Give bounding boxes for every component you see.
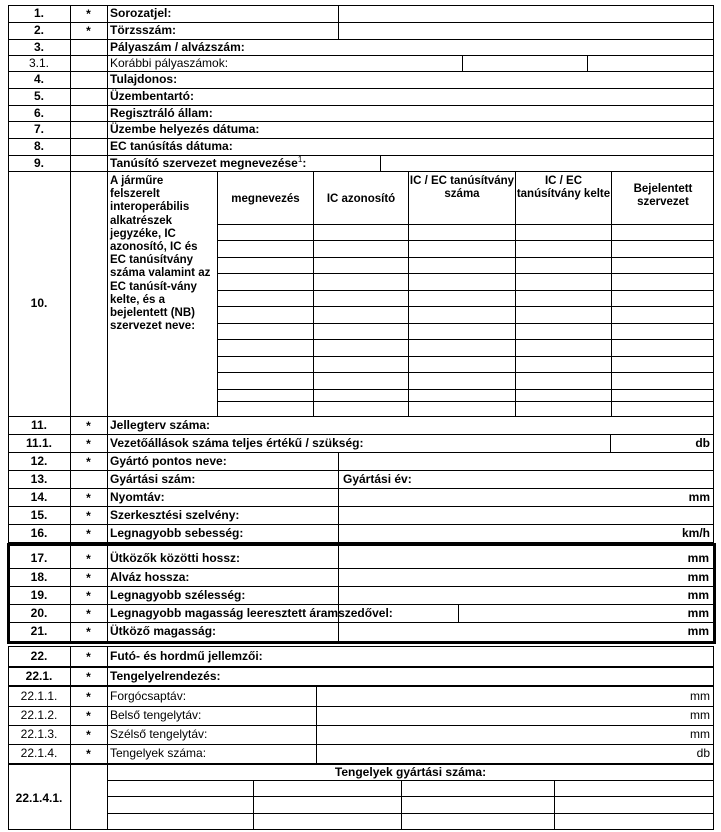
row-2-star: *	[86, 24, 91, 38]
row-22-1-star: *	[86, 670, 91, 684]
row-16-label: Legnagyobb sebesség:	[110, 526, 244, 540]
row-4-number: 4.	[33, 72, 44, 86]
row-22-1-3-number: 22.1.3.	[20, 727, 58, 741]
row-22-1-4-label: Tengelyek száma:	[110, 746, 207, 760]
row-22-label: Futó- és hordmű jellemzői:	[110, 649, 263, 663]
row-3-1-field-a[interactable]	[463, 56, 587, 71]
row-18-label: Alváz hossza:	[110, 570, 190, 584]
axle-serial-title: Tengelyek gyártási száma:	[334, 765, 487, 779]
row-1-star: *	[86, 7, 91, 21]
row-16-star: *	[86, 527, 91, 541]
row-11-number: 11.	[30, 418, 48, 432]
row-2-field[interactable]	[339, 23, 713, 38]
row-10-number: 10.	[30, 296, 48, 310]
row-1-field[interactable]	[339, 6, 713, 21]
row-19-number: 19.	[30, 588, 48, 602]
row-9-footnote: 1	[297, 155, 303, 164]
row-21-star: *	[86, 625, 91, 639]
row-11-field[interactable]	[250, 418, 713, 433]
row-22-1-2-unit: mm	[690, 708, 710, 722]
row-22-1-3-star: *	[86, 728, 91, 742]
row-12-star: *	[86, 455, 91, 469]
row-3-1-field-b[interactable]	[588, 56, 713, 71]
row-4-label: Tulajdonos:	[110, 72, 178, 86]
row-18-unit: mm	[687, 570, 709, 584]
row-9-label	[107, 156, 306, 171]
row-18-star: *	[86, 571, 91, 585]
row-3-field[interactable]	[280, 40, 713, 55]
row-22-number: 22.	[30, 649, 48, 663]
row-13-number: 13.	[30, 472, 48, 486]
row-22-1-1-number: 22.1.1.	[20, 689, 58, 703]
row-20-label: Legnagyobb magasság leeresztett áramszedővel:	[110, 606, 393, 620]
row-8-field[interactable]	[270, 139, 713, 154]
col-header-ic-azonosito: IC azonosító	[326, 193, 396, 205]
row-22-1-2-number: 22.1.2.	[20, 708, 58, 722]
row-7-label: Üzembe helyezés dátuma:	[110, 122, 260, 136]
row-13-label-year: Gyártási év:	[343, 472, 412, 486]
row-18-number: 18.	[30, 570, 48, 584]
row-11-star: *	[86, 419, 91, 433]
row-11-1-number: 11.1.	[25, 436, 53, 450]
row-16-number: 16.	[30, 526, 48, 540]
row-12-field[interactable]	[339, 454, 713, 469]
row-20-star: *	[86, 607, 91, 621]
row-10-side-text: A járműre felszerelt interoperábilis alkatrészek jegyzéke, IC azonosító, IC és EC tanúsítvány száma valamint az EC tanúsít-vány kelte, és a bejelentett (NB) szervezet neve:	[110, 175, 211, 333]
row-3-number: 3.	[33, 40, 44, 54]
row-22-1-1-unit: mm	[690, 689, 710, 703]
row-21-number: 21.	[30, 624, 48, 638]
row-5-number: 5.	[33, 89, 44, 103]
row-22-1-4-unit: db	[696, 746, 710, 760]
row-8-number: 8.	[33, 139, 44, 153]
row-1-number: 1.	[33, 6, 44, 20]
col-header-tanusitvany-szama: IC / EC tanúsítvány száma	[409, 175, 515, 200]
row-15-number: 15.	[30, 508, 48, 522]
row-22-1-label: Tengelyelrendezés:	[110, 669, 221, 683]
row-22-1-4-star: *	[86, 747, 91, 761]
col-header-tanusitvany-kelte: IC / EC tanúsítvány kelte	[516, 175, 611, 200]
row-14-unit: mm	[688, 490, 710, 504]
row-22-1-2-label: Belső tengelytáv:	[110, 708, 202, 722]
row-22-1-1-star: *	[86, 690, 91, 704]
row-22-1-1-label: Forgócsaptáv:	[110, 689, 187, 703]
row-22-1-4-number: 22.1.4.	[20, 746, 58, 760]
row-9-colon: :	[302, 156, 307, 170]
row-7-field[interactable]	[295, 122, 713, 137]
row-22-1-3-unit: mm	[690, 727, 710, 741]
row-17-number: 17.	[30, 551, 48, 565]
row-19-label: Legnagyobb szélesség:	[110, 588, 246, 602]
row-21-unit: mm	[687, 624, 709, 638]
row-11-1-star: *	[86, 437, 91, 451]
col-header-bejelentett-szervezet: Bejelentett szervezet	[633, 183, 693, 208]
row-19-unit: mm	[687, 588, 709, 602]
row-11-1-unit: db	[695, 436, 710, 450]
row-22-1-3-label: Szélső tengelytáv:	[110, 727, 208, 741]
row-20-unit: mm	[687, 606, 709, 620]
row-14-label: Nyomtáv:	[110, 490, 165, 504]
row-14-number: 14.	[30, 490, 48, 504]
row-12-number: 12.	[30, 454, 48, 468]
row-4-field[interactable]	[200, 72, 713, 87]
row-3-1-label: Korábbi pályaszámok:	[110, 56, 229, 70]
row-6-field[interactable]	[230, 106, 713, 121]
col-header-megnevezes: megnevezés	[231, 193, 300, 205]
row-12-label: Gyártó pontos neve:	[110, 454, 227, 468]
row-22-1-4-1-number: 22.1.4.1.	[15, 791, 63, 805]
row-2-number: 2.	[33, 23, 44, 37]
row-22-1-2-star: *	[86, 709, 91, 723]
row-17-unit: mm	[687, 551, 709, 565]
row-17-label: Ütközők közötti hossz:	[110, 551, 241, 565]
row-9-field[interactable]	[381, 156, 713, 171]
row-3-label: Pályaszám / alvázszám:	[110, 40, 245, 54]
row-3-1-number: 3.1.	[28, 56, 49, 70]
row-17-star: *	[86, 552, 91, 566]
row-20-number: 20.	[30, 606, 48, 620]
row-1-label: Sorozatjel:	[110, 6, 172, 20]
row-9-number: 9.	[33, 156, 44, 170]
row-2-label: Törzsszám:	[110, 23, 177, 37]
row-11-1-label: Vezetőállások száma teljes értékű / szükség:	[110, 436, 364, 450]
row-7-number: 7.	[33, 122, 44, 136]
row-22-star: *	[86, 650, 91, 664]
row-9-label-text: Tanúsító szervezet megnevezése	[110, 156, 298, 170]
row-6-label: Regisztráló állam:	[110, 106, 213, 120]
row-21-label: Ütköző magasság:	[110, 624, 217, 638]
row-5-label: Üzembentartó:	[110, 89, 195, 103]
row-8-label: EC tanúsítás dátuma:	[110, 139, 233, 153]
row-6-number: 6.	[33, 106, 44, 120]
row-16-unit: km/h	[681, 526, 710, 540]
row-13-label: Gyártási szám:	[110, 472, 196, 486]
row-22-1-number: 22.1.	[25, 669, 53, 683]
row-11-label: Jellegterv száma:	[110, 418, 211, 432]
row-19-star: *	[86, 589, 91, 603]
row-14-star: *	[86, 491, 91, 505]
row-15-label: Szerkesztési szelvény:	[110, 508, 240, 522]
row-5-field[interactable]	[210, 89, 713, 104]
row-15-star: *	[86, 509, 91, 523]
